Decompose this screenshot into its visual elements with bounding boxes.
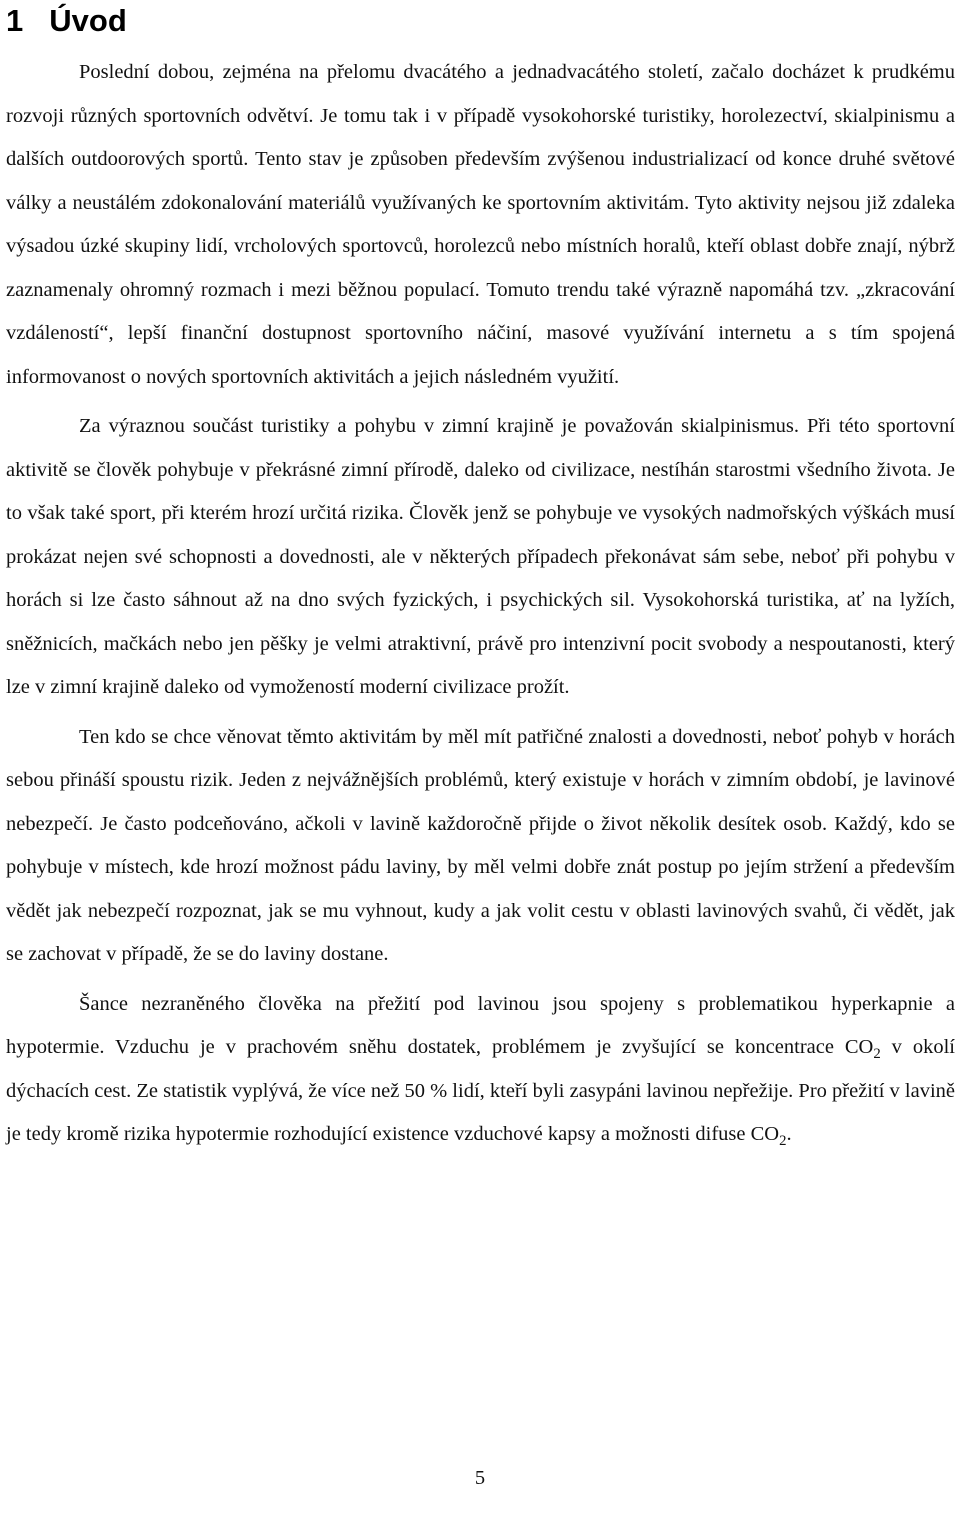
paragraph-3: Ten kdo se chce věnovat těmto aktivitám by měl mít patřičné znalosti a dovednosti, neboť pohyb v horách sebou přináší spoustu rizik. Jeden z nejvážnějších problémů, který existuje v horách v zimním období, je lavinové nebezpečí. Je často podceňováno, ačkoli v lavině každoročně přijde o život několik desítek osob. Každý, kdo se pohybuje v místech, kde hrozí možnost pádu laviny, by měl velmi dobře znát postup po jejím stržení a především vědět jak nebezpečí rozpoznat, jak se mu vyhnout, kudy a jak volit cestu v oblasti lavinových svahů, či vědět, jak se zachovat v případě, že se do laviny dostane.: [6, 725, 955, 965]
co2-subscript-2: 2: [779, 1133, 787, 1150]
body-text: [6, 51, 955, 1157]
paragraph-1: Poslední dobou, zejména na přelomu dvacátého a jednadvacátého století, začalo docházet k prudkému rozvoji různých sportovních odvětví. Je tomu tak i v případě vysokohorské turistiky, horolezectví, skialpinismu a dalších outdoorových sportů. Tento stav je způsoben především zvýšenou industrializací od konce druhé světové války a neustálém zdokonalování materiálů využívaných ke sportovním aktivitám. Tyto aktivity nejsou již zdaleka výsadou úzké skupiny lidí, vrcholových sportovců, horolezců nebo místních horalů, kteří oblast dobře znají, nýbrž zaznamenaly ohromný rozmach i mezi běžnou populací. Tomuto trendu také výrazně napomáhá tzv. „zkracování vzdáleností“, lepší finanční dostupnost sportovního náčiní, masové využívání internetu a s tím spojená informovanost o nových sportovních aktivitách a jejich následném využití.: [6, 61, 955, 388]
page-number: 5: [474, 1467, 486, 1489]
paragraph-4: [6, 983, 955, 1157]
paragraph-4-part-2: v okolí dýchacích cest. Ze statistik vyplývá, že více než 50 % lidí, kteří byli zasypáni lavinou nepřežije. Pro přežití v lavině je tedy kromě rizika hypotermie rozhodující existence vzduchové kapsy a možnosti difuse CO: [6, 1036, 955, 1145]
chapter-title: Úvod: [49, 3, 127, 38]
co2-subscript-1: 2: [873, 1046, 881, 1063]
paragraph-4-part-1: Šance nezraněného člověka na přežití pod lavinou jsou spojeny s problematikou hyperkapnie a hypotermie. Vzduchu je v prachovém sněhu dostatek, problémem je zvyšující se koncentrace CO: [6, 992, 955, 1058]
paragraph-4-part-3: .: [786, 1123, 792, 1145]
chapter-number: 1: [6, 3, 24, 38]
chapter-heading: [6, 2, 127, 40]
paragraph-2: Za výraznou součást turistiky a pohybu v zimní krajině je považován skialpinismus. Při této sportovní aktivitě se člověk pohybuje v překrásné zimní přírodě, daleko od civilizace, nestíhán starostmi všedního života. Je to však také sport, při kterém hrozí určitá rizika. Člověk jenž se pohybuje ve vysokých nadmořských výškách musí prokázat nejen své schopnosti a dovednosti, ale v některých případech překonávat sám sebe, neboť při pohybu v horách si lze často sáhnout až na dno svých fyzických, i psychických sil. Vysokohorská turistika, ať na lyžích, sněžnicích, mačkách nebo jen pěšky je velmi atraktivní, právě pro intenzivní pocit svobody a nespoutanosti, který lze v zimní krajině daleko od vymožeností moderní civilizace prožít.: [6, 415, 955, 698]
